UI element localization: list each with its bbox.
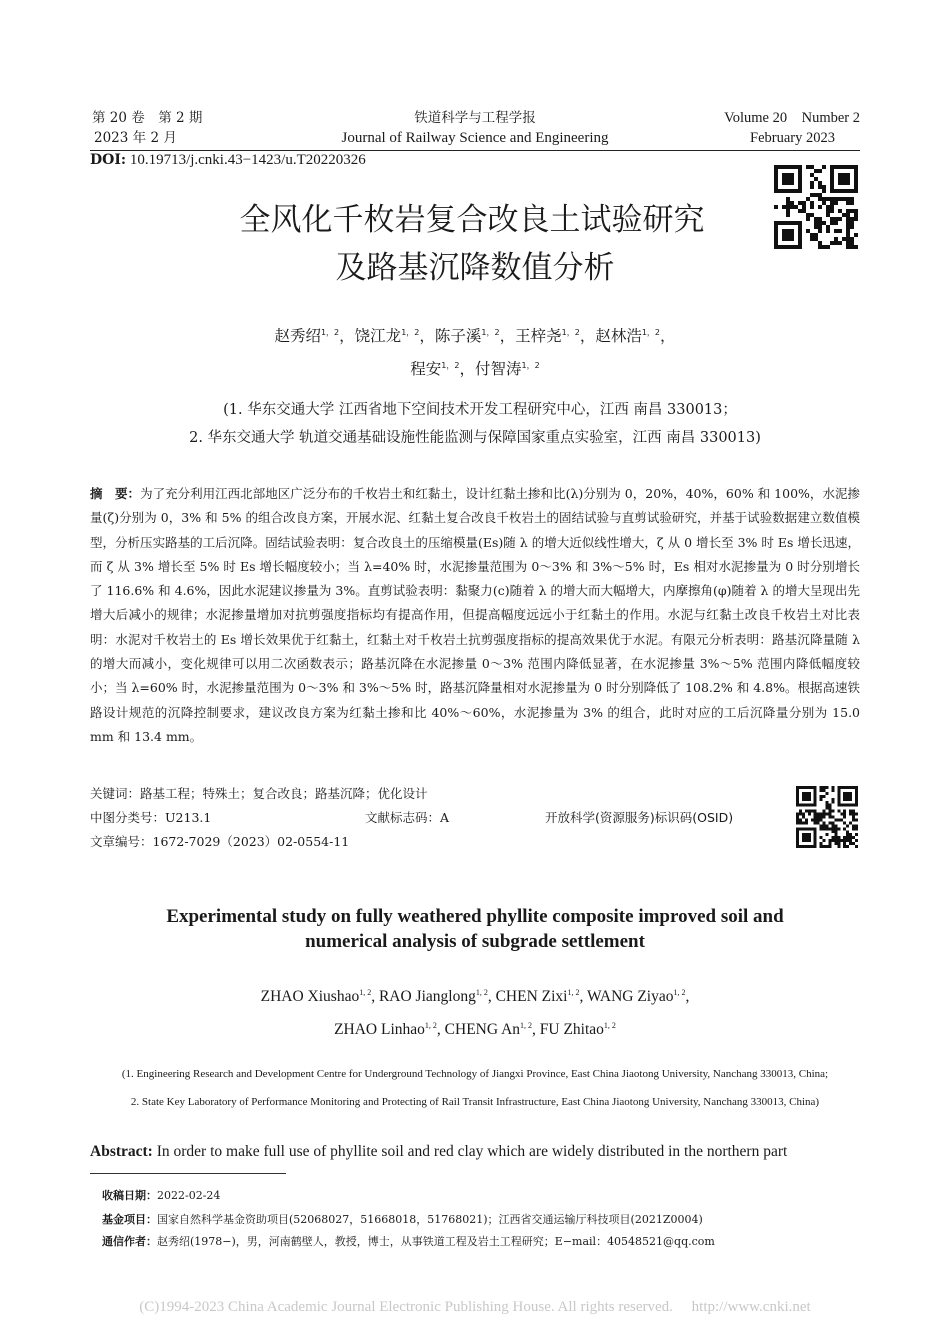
title-cn-line1: 全风化千枚岩复合改良土试验研究 (239, 202, 705, 238)
abstract-en-label: Abstract: (90, 1143, 153, 1160)
volume-issue-cn: 第 20 卷 第 2 期 (92, 110, 203, 126)
abstract-cn-label: 摘 要： (90, 486, 141, 501)
cn-author-separator: ， (660, 327, 676, 346)
en-author-affiliation-mark: 1, 2 (359, 988, 372, 997)
en-author-affiliation-mark: 1, 2 (475, 988, 488, 997)
authors-en (0, 978, 950, 1044)
abstract-en-text: In order to make full use of phyllite soil and red clay which are widely distributed in the northern part (152, 1143, 788, 1160)
authors-cn (0, 318, 950, 384)
osid-qr-code-icon[interactable] (796, 786, 858, 848)
en-author-affiliation-mark: 1, 2 (567, 988, 580, 997)
affiliation-en-1: (1. Engineering Research and Development Centre for Underground Technology of Jiangxi Province, East China Jiaotong University, Nanchang 330013, China; (121, 1068, 829, 1080)
affiliation-cn-1: (1. 华东交通大学 江西省地下空间技术开发工程研究中心，江西 南昌 330013； (223, 402, 737, 418)
title-en-line2: numerical analysis of subgrade settlement (305, 931, 645, 952)
received-value: 2022-02-24 (157, 1189, 221, 1202)
en-author-affiliation-mark: 1, 2 (424, 1021, 437, 1031)
footnote-received (102, 1186, 220, 1206)
cn-author-affiliation-mark: 1，2 (441, 361, 460, 371)
cn-author-affiliation-mark: 1，2 (561, 328, 580, 337)
cn-author-name: 王梓尧 (515, 327, 562, 346)
en-author-separator: , (532, 1021, 540, 1039)
abstract-cn-text: 为了充分利用江西北部地区广泛分布的千枚岩土和红黏土，设计红黏土掺和比(λ)分别为 0，20%，40%，60% 和 100%，水泥掺量(ζ)分别为 0，3% 和 5% 的组合改良方案，开展水泥、红黏土复合改良千枚岩土的固结试验与直剪试验研究，并基于试验数据建立数值模型，分析压实路基的工后沉降。固结试验表明：复合改良土的压缩模量(Es)随 λ 的增大近似线性增大，ζ 从 0 增长至 3% 时 Es 增长迅速，而 ζ 从 3% 增长至 5% 时 Es 增长幅度较小；当 λ=40% 时，水泥掺量范围为 0～3% 和 3%～5% 时，Es 相对水泥掺量为 0 时分别增长了 116.6% 和 4.6%，因此水泥建议掺量为 3%。直剪试验表明：黏聚力(c)随着 λ 的增大而大幅增大，内摩擦角(φ)随着 λ 的增大呈现出先增大后减小的规律；水泥掺量增加对抗剪强度指标均有提高作用，但提高幅度远远小于红黏土的作用。水泥与红黏土改良千枚岩土对比表明：水泥对千枚岩土的 Es 增长效果优于红黏土，红黏土对千枚岩土抗剪强度指标的提高效果优于水泥。有限元分析表明：路基沉降量随 λ 的增大而减小，变化规律可以用二次函数表示；路基沉降在水泥掺量 0～3% 范围内降低显著，在水泥掺量 3%～5% 范围内降低幅度较小；当 λ=60% 时，水泥掺量范围为 0～3% 和 3%～5% 时，路基沉降量相对水泥掺量为 0 时分别降低了 108.2% 和 4.8%。根据高速铁路设计规范的沉降控制要求，建议改良方案为红黏土掺和比 40%～60%，水泥掺量为 3% 的组合，此时对应的工后沉降量分别为 15.0 mm 和 13.4 mm。 (90, 486, 860, 744)
en-author-name: ZHAO Xiushao (260, 988, 360, 1006)
cn-author-separator: ， (419, 327, 435, 346)
en-author-name: WANG Ziyao (586, 988, 674, 1006)
abstract-en (90, 1140, 860, 1164)
cn-author-name: 赵秀绍 (274, 327, 321, 346)
en-author-name: CHENG An (444, 1021, 521, 1039)
cn-author-separator: ， (579, 327, 596, 346)
en-author-separator: , (685, 988, 690, 1006)
cn-author-affiliation-mark: 1，2 (641, 328, 661, 337)
volume-number-en: Volume 20 Number 2 (724, 110, 860, 126)
classification-number (90, 806, 211, 830)
document-code-label: 文献标志码： (365, 810, 441, 825)
abstract-cn (90, 482, 860, 749)
keywords-cn (90, 782, 428, 806)
cn-author-name: 饶江龙 (354, 327, 402, 346)
en-author-affiliation-mark: 1, 2 (520, 1021, 533, 1031)
classification-value: U213.1 (165, 810, 212, 825)
cn-author-name: 程安 (410, 360, 442, 379)
fund-value: 国家自然科学基金资助项目(52068027，51668018，51768021)；江西省交通运输厅科技项目(2021Z0004) (157, 1213, 703, 1226)
authors-cn-line1 (0, 318, 950, 351)
document-code (365, 806, 449, 830)
date-cn: 2023 年 2 月 (94, 130, 177, 146)
en-author-affiliation-mark: 1, 2 (673, 988, 686, 997)
osid-label: 开放科学(资源服务)标识码(OSID) (545, 810, 734, 825)
title-cn-line2: 及路基沉降数值分析 (335, 250, 615, 286)
cn-author-affiliation-mark: 1，2 (401, 328, 420, 337)
authors-en-line2 (0, 1011, 950, 1044)
title-en-line1: Experimental study on fully weathered phyllite composite improved soil and (166, 906, 784, 927)
cn-author-affiliation-mark: 1，2 (320, 328, 340, 337)
header-divider (90, 150, 860, 151)
journal-volume-en (724, 108, 860, 148)
en-author-name: ZHAO Linhao (334, 1021, 425, 1039)
en-author-separator: , (436, 1021, 445, 1039)
affiliations-en (0, 1060, 950, 1116)
en-author-separator: , (371, 988, 379, 1006)
article-number-value: 1672-7029（2023）02-0554-11 (152, 834, 350, 849)
cn-author-affiliation-mark: 1，2 (481, 328, 500, 337)
affiliation-cn-2: 2. 华东交通大学 轨道交通基础设施性能监测与保障国家重点实验室，江西 南昌 330013) (189, 430, 761, 446)
en-author-separator: , (579, 988, 587, 1006)
received-label: 收稿日期： (102, 1189, 157, 1202)
date-en: February 2023 (750, 130, 835, 146)
title-en (0, 904, 950, 954)
authors-en-line1 (0, 978, 950, 1011)
fund-label: 基金项目： (102, 1213, 157, 1226)
affiliation-en-2: 2. State Key Laboratory of Performance Monitoring and Protecting of Rail Transit Infrastructure, East China Jiaotong University, Nanchang 330013, China) (130, 1096, 820, 1108)
keywords-cn-label: 关键词： (90, 786, 141, 801)
en-author-name: FU Zhitao (539, 1021, 604, 1039)
cn-author-name: 陈子溪 (434, 327, 482, 346)
cn-author-name: 付智涛 (475, 360, 522, 379)
doi-line (90, 152, 366, 169)
doi-label: DOI: (90, 152, 127, 168)
journal-name-en: Journal of Railway Science and Engineering (341, 130, 609, 146)
keywords-cn-text: 路基工程；特殊土；复合改良；路基沉降；优化设计 (140, 786, 428, 801)
footnote-divider (90, 1173, 286, 1174)
authors-cn-line2 (0, 351, 950, 384)
article-number-label: 文章编号： (90, 834, 153, 849)
corresponding-label: 通信作者： (102, 1235, 157, 1248)
en-author-name: RAO Jianglong (378, 988, 476, 1006)
cn-author-name: 赵林浩 (595, 327, 642, 346)
classification-label: 中图分类号： (90, 810, 166, 825)
en-author-separator: , (487, 988, 496, 1006)
journal-name-cn: 铁道科学与工程学报 (414, 110, 536, 126)
en-author-name: CHEN Zixi (495, 988, 568, 1006)
doi-value: 10.19713/j.cnki.43−1423/u.T20220326 (126, 152, 366, 168)
en-author-affiliation-mark: 1, 2 (603, 1021, 616, 1031)
article-number (90, 830, 349, 854)
copyright-watermark: (C)1994-2023 China Academic Journal Electronic Publishing House. All rights reserved. http://www.cnki.net (139, 1299, 811, 1315)
cn-author-affiliation-mark: 1，2 (521, 361, 540, 371)
cn-author-separator: ， (339, 327, 355, 346)
corresponding-value: 赵秀绍(1978−)，男，河南鹤壁人，教授，博士，从事铁道工程及岩土工程研究；E−mail：40548521@qq.com (157, 1235, 715, 1248)
title-cn (0, 196, 950, 292)
document-code-value: A (440, 810, 450, 825)
footnote-fund (102, 1210, 703, 1230)
affiliations-cn (0, 396, 950, 452)
cn-author-separator: ， (459, 360, 475, 379)
footnote-corresponding-author (102, 1232, 715, 1252)
cn-author-separator: ， (499, 327, 516, 346)
